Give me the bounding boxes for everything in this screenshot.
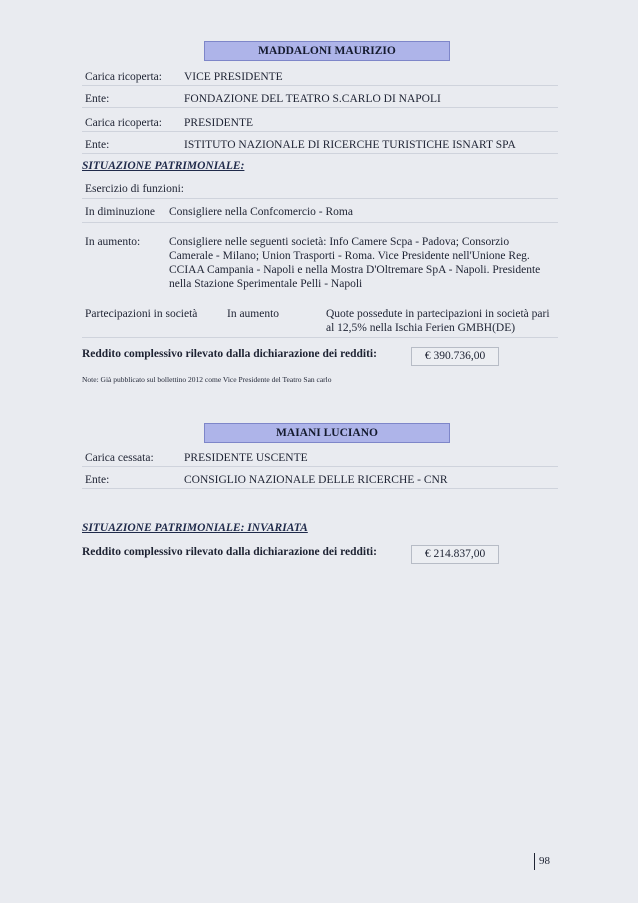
partecipazioni-label: Partecipazioni in società	[85, 308, 198, 320]
partecipazioni-line: al 12,5% nella Ischia Ferien GMBH(DE)	[326, 322, 516, 334]
aumento-line: Camerale - Milano; Union Trasporti - Roma. Vice Presidente nell'Unione Reg.	[169, 250, 530, 262]
ente-value: FONDAZIONE DEL TEATRO S.CARLO DI NAPOLI	[184, 93, 441, 105]
aumento-label: In aumento:	[85, 236, 141, 248]
ente-label: Ente:	[85, 93, 110, 105]
aumento-line: CCIAA Campania - Napoli e nella Mostra D'Oltremare SpA - Napoli. Presidente	[169, 264, 541, 276]
ente-value: ISTITUTO NAZIONALE DI RICERCHE TURISTICHE ISNART SPA	[184, 139, 516, 151]
aumento-line: nella Stazione Sperimentale Pelli - Napoli	[169, 278, 363, 290]
ente-row	[82, 137, 558, 154]
reddito-amount-box: € 214.837,00	[411, 545, 499, 564]
role-label: Carica ricoperta:	[85, 117, 162, 129]
role-row	[82, 115, 558, 132]
role-row	[82, 69, 558, 86]
reddito-label: Reddito complessivo rilevato dalla dichiarazione dei redditi:	[82, 348, 377, 360]
situazione-patrimoniale-title: SITUAZIONE PATRIMONIALE:	[82, 160, 245, 172]
role-value: PRESIDENTE USCENTE	[184, 452, 308, 464]
person-name-bar: MAIANI LUCIANO	[204, 423, 450, 443]
role-value: PRESIDENTE	[184, 117, 253, 129]
role-row	[82, 450, 558, 467]
note-text: Note: Già pubblicato sul bollettino 2012 come Vice Presidente del Teatro San carlo	[82, 375, 332, 384]
divider	[82, 198, 558, 199]
page-number: 98	[534, 853, 550, 870]
ente-row	[82, 91, 558, 108]
diminuzione-value: Consigliere nella Confcomercio - Roma	[169, 206, 353, 218]
ente-row	[82, 472, 558, 489]
divider	[82, 222, 558, 223]
aumento-line: Consigliere nelle seguenti società: Info Camere Scpa - Padova; Consorzio	[169, 236, 510, 248]
reddito-amount-box: € 390.736,00	[411, 347, 499, 366]
ente-label: Ente:	[85, 474, 110, 486]
ente-value: CONSIGLIO NAZIONALE DELLE RICERCHE - CNR	[184, 474, 448, 486]
situazione-patrimoniale-title: SITUAZIONE PATRIMONIALE: INVARIATA	[82, 522, 308, 534]
person-name-bar: MADDALONI MAURIZIO	[204, 41, 450, 61]
role-value: VICE PRESIDENTE	[184, 71, 283, 83]
ente-label: Ente:	[85, 139, 110, 151]
reddito-label: Reddito complessivo rilevato dalla dichiarazione dei redditi:	[82, 546, 377, 558]
partecipazioni-line: Quote possedute in partecipazioni in società pari	[326, 308, 550, 320]
diminuzione-label: In diminuzione	[85, 206, 155, 218]
role-label: Carica cessata:	[85, 452, 154, 464]
divider	[82, 337, 558, 338]
role-label: Carica ricoperta:	[85, 71, 162, 83]
partecipazioni-type: In aumento	[227, 308, 280, 320]
esercizio-label: Esercizio di funzioni:	[85, 183, 184, 195]
